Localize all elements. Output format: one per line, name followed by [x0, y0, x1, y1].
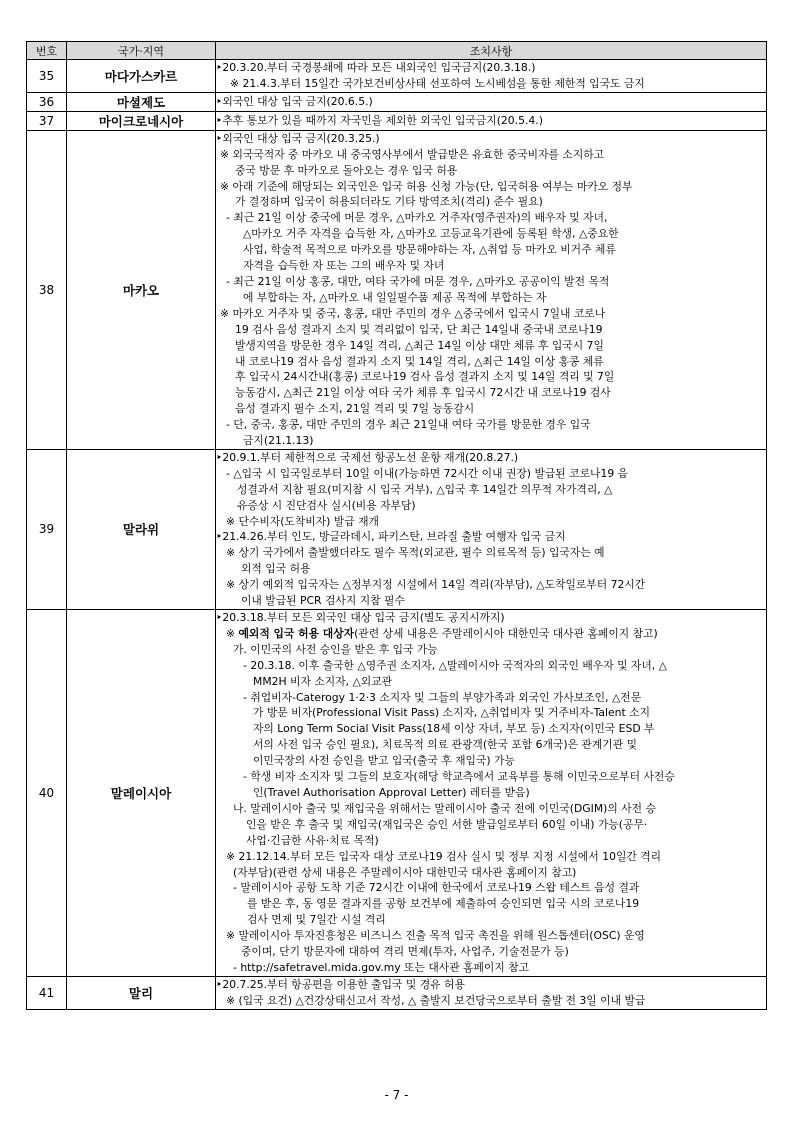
measure-line: - 취업비자-Caterogy 1·2·3 소지자 및 그들의 부양가족과 외국인 가사보조인, △전문 — [243, 690, 642, 704]
row-number: 35 — [27, 60, 67, 93]
measures-table — [26, 41, 767, 1010]
measure-line: 성결과서 지참 필요(미지참 시 입국 거부), △입국 후 14일간 의무적 자가격리, △ — [237, 482, 613, 496]
measure-line: 사업·긴급한 사유·치료 목적) — [246, 833, 379, 847]
measure-line: - 단, 중국, 홍콩, 대만 주민의 경우 최근 21일내 여타 국가를 방문한 경우 입국 — [226, 418, 591, 432]
measure-line: ‣외국인 대상 입국 금지(20.3.25.) — [216, 131, 380, 145]
measure-line: 금지(21.1.13) — [243, 434, 314, 448]
table-row — [27, 976, 767, 1009]
measure-line: ‣20.3.20.부터 국경봉쇄에 따라 모든 내외국인 입국금지(20.3.18.) — [216, 61, 536, 74]
row-number: 40 — [27, 610, 67, 977]
row-number: 38 — [27, 130, 67, 449]
measure-line: ※ 외국국적자 중 마카오 내 중국영사부에서 발급받은 유효한 중국비자를 소지하고 — [220, 147, 605, 161]
page-number: - 7 - — [384, 1088, 409, 1102]
measure-line: △마카오 거주 자격을 습득한 자, △마카오 고등교육기관에 등록된 학생, △중요한 — [243, 227, 619, 241]
country-name: 마셜제도 — [67, 92, 216, 111]
measure-line: MM2H 비자 소지자, △외교관 — [253, 674, 393, 688]
country-name: 말리 — [67, 976, 216, 1009]
measure-line: 가. 이민국의 사전 승인을 받은 후 입국 가능 — [233, 642, 438, 656]
table-row — [27, 60, 767, 93]
measure-line: - △입국 시 입국일로부터 10일 이내(가능하면 72시간 이내 권장) 발급된 코로나19 음 — [226, 466, 629, 480]
measure-cell — [216, 60, 767, 93]
table-row — [27, 610, 767, 977]
measure-line: - 최근 21일 이상 중국에 머문 경우, △마카오 거주자(영주권자)의 배우자 및 자녀, — [226, 211, 608, 225]
measure-line: 이민국장의 사전 승인을 받고 입국(출국 후 재입국) 가능 — [253, 754, 515, 768]
measure-line: 가 결정하며 입국이 허용되더라도 기타 방역조치(격리) 준수 필요) — [235, 195, 543, 209]
measure-line: ‣20.3.18.부터 모든 외국인 대상 입국 금지(별도 공지시까지) — [216, 611, 505, 624]
measure-line: 19 검사 음성 결과지 소지 및 격리없이 입국, 단 최근 14일내 중국내 코로나19 — [235, 322, 603, 336]
measure-line: - 20.3.18. 이후 출국한 △영주권 소지자, △말레이시아 국적자의 외국인 배우자 및 자녀, △ — [243, 658, 667, 672]
measure-line: 에 부합하는 자, △마카오 내 일일필수품 제공 목적에 부합하는 자 — [243, 290, 547, 304]
measure-line: ‣20.7.25.부터 항공편을 이용한 출입국 및 경유 허용 — [216, 977, 465, 991]
measure-line: ※ 아래 기준에 해당되는 외국인은 입국 허용 신청 가능(단, 입국허용 여부는 마카오 정부 — [220, 179, 633, 193]
measure-line: ※ 21.4.3.부터 15일간 국가보건비상사태 선포하여 노시베섬을 통한 제한적 입국도 금지 — [230, 76, 645, 90]
measure-line: 외적 입국 허용 — [241, 562, 311, 576]
measure-line: - http://safetravel.mida.gov.my 또는 대사관 홈페이지 참고 — [233, 960, 530, 974]
row-number: 36 — [27, 92, 67, 111]
header-country: 국가·지역 — [67, 42, 216, 60]
measure-line: 서의 사전 입국 승인 필요), 치료목적 의료 관광객(한국 포함 6개국)은 관계기관 및 — [253, 738, 638, 752]
measure-line: ※ 말레이시아 투자진흥청은 비즈니스 진출 목적 입국 촉진을 위해 원스톱센터(OSC) 운영 — [226, 929, 645, 943]
measure-line: 이내 발급된 PCR 검사지 지참 필수 — [241, 594, 405, 608]
measure-line: 내 코로나19 검사 음성 결과지 소지 및 14일 격리, △최근 14일 이상 홍콩 체류 — [235, 354, 604, 368]
measure-line: 중이며, 단기 방문자에 대하여 격리 면제(투자, 사업주, 기술전문가 등) — [241, 945, 569, 959]
measure-line: 중국 방문 후 마카오로 돌아오는 경우 입국 허용 — [235, 163, 458, 177]
measure-line: ※ 마카오 거주자 및 중국, 홍콩, 대만 주민의 경우 △중국에서 입국시 7일내 코로나 — [220, 306, 606, 320]
row-number: 37 — [27, 111, 67, 130]
measure-line: ※ 단수비자(도착비자) 발급 재개 — [226, 514, 379, 528]
country-name: 마다가스카르 — [67, 60, 216, 93]
measure-line: 검사 면제 및 7일간 시설 격리 — [247, 913, 386, 927]
row-number: 39 — [27, 449, 67, 609]
measure-cell — [216, 976, 767, 1009]
measure-line: 인을 받은 후 출국 및 재입국(재입국은 승인 서한 발급일로부터 60일 이내) 가능(공무· — [246, 817, 648, 831]
table-row — [27, 111, 767, 130]
measure-line: ※ 상기 국가에서 출발했더라도 필수 목적(외교관, 필수 의료목적 등) 입국자는 예 — [226, 546, 605, 560]
measure-line: 가 방문 비자(Professional Visit Pass) 소지자, △취업비자 및 거주비자-Talent 소지 — [253, 706, 651, 720]
header-number: 번호 — [27, 42, 67, 60]
measure-line: 를 받은 후, 동 영문 결과지를 공항 보건부에 제출하여 승인되면 입국 시의 코로나19 — [247, 897, 640, 911]
table-row — [27, 449, 767, 609]
measure-cell — [216, 92, 767, 111]
measure-line: 능동감시, △최근 21일 이상 여타 국가 체류 후 입국시 72시간 내 코로나19 검사 — [235, 386, 611, 400]
measure-cell — [216, 130, 767, 449]
measure-line: 자의 Long Term Social Visit Pass(18세 이상 자녀, 부모 등) 소지자(이민국 ESD 부 — [253, 722, 655, 736]
measure-line: ※ 21.12.14.부터 모든 입국자 대상 코로나19 검사 실시 및 정부 지정 시설에서 10일간 격리 — [226, 849, 662, 863]
measure-line: ‣외국인 대상 입국 금지(20.6.5.) — [216, 94, 373, 108]
country-name: 말라위 — [67, 449, 216, 609]
measure-line: - 말레이시아 공항 도착 기준 72시간 이내에 한국에서 코로나19 스왑 테스트 음성 결과 — [233, 881, 640, 895]
country-name: 마이크로네시아 — [67, 111, 216, 130]
measure-cell — [216, 449, 767, 609]
country-name: 말레이시아 — [67, 610, 216, 977]
measure-line: 인(Travel Authorisation Approval Letter) 레터를 받음) — [253, 785, 530, 799]
measure-line: ※ 예외적 입국 허용 대상자(관련 상세 내용은 주말레이시아 대한민국 대사관 홈페이지 참고) — [226, 626, 658, 640]
table-header-row — [27, 42, 767, 60]
measure-line: 나. 말레이시아 출국 및 재입국을 위해서는 말레이시아 출국 전에 이민국(DGIM)의 사전 승 — [233, 801, 656, 815]
measure-line: 음성 결과지 필수 소지, 21일 격리 및 7일 능동감시 — [235, 402, 475, 416]
measure-line: 사업, 학술적 목적으로 마카오를 방문해야하는 자, △취업 등 마카오 비거주 체류 — [243, 243, 616, 257]
measure-line: 후 입국시 24시간내(홍콩) 코로나19 검사 음성 결과지 소지 및 14일 격리 및 7일 — [235, 370, 615, 384]
measure-line: - 학생 비자 소지자 및 그들의 보호자(해당 학교측에서 교육부를 통해 이민국으로부터 사전승 — [243, 770, 675, 784]
measure-line: ※ 상기 예외적 입국자는 △정부지정 시설에서 14일 격리(자부담), △도착일로부터 72시간 — [226, 578, 646, 592]
country-name: 마카오 — [67, 130, 216, 449]
measure-line: 유증상 시 진단검사 실시(비용 자부담) — [237, 498, 416, 512]
header-measure: 조치사항 — [216, 42, 767, 60]
table-row — [27, 130, 767, 449]
measure-line: 자격을 습득한 자 또는 그의 배우자 및 자녀 — [243, 259, 445, 273]
row-number: 41 — [27, 976, 67, 1009]
measure-cell — [216, 610, 767, 977]
measure-line: - 최근 21일 이상 홍콩, 대만, 여타 국가에 머문 경우, △마카오 공공이익 발전 목적 — [226, 274, 610, 288]
measure-line: (자부담)(관련 상세 내용은 주말레이시아 대한민국 대사관 홈페이지 참고) — [233, 865, 577, 879]
measure-line: ‣20.9.1.부터 제한적으로 국제선 항공노선 운항 재개(20.8.27.) — [216, 450, 519, 464]
measure-line: 발생지역을 방문한 경우 14일 격리, △최근 14일 이상 대만 체류 후 입국시 7일 — [235, 338, 604, 352]
measure-line: ‣추후 통보가 있을 때까지 자국민을 제외한 외국인 입국금지(20.5.4.) — [216, 113, 543, 127]
measure-line: ‣21.4.26.부터 인도, 방글라데시, 파키스탄, 브라질 출발 여행자 입국 금지 — [216, 530, 566, 544]
measure-line: ※ (입국 요건) △건강상태신고서 작성, △ 출발지 보건당국으로부터 출발 전 3일 이내 발급 — [226, 993, 646, 1007]
table-row — [27, 92, 767, 111]
measure-cell — [216, 111, 767, 130]
